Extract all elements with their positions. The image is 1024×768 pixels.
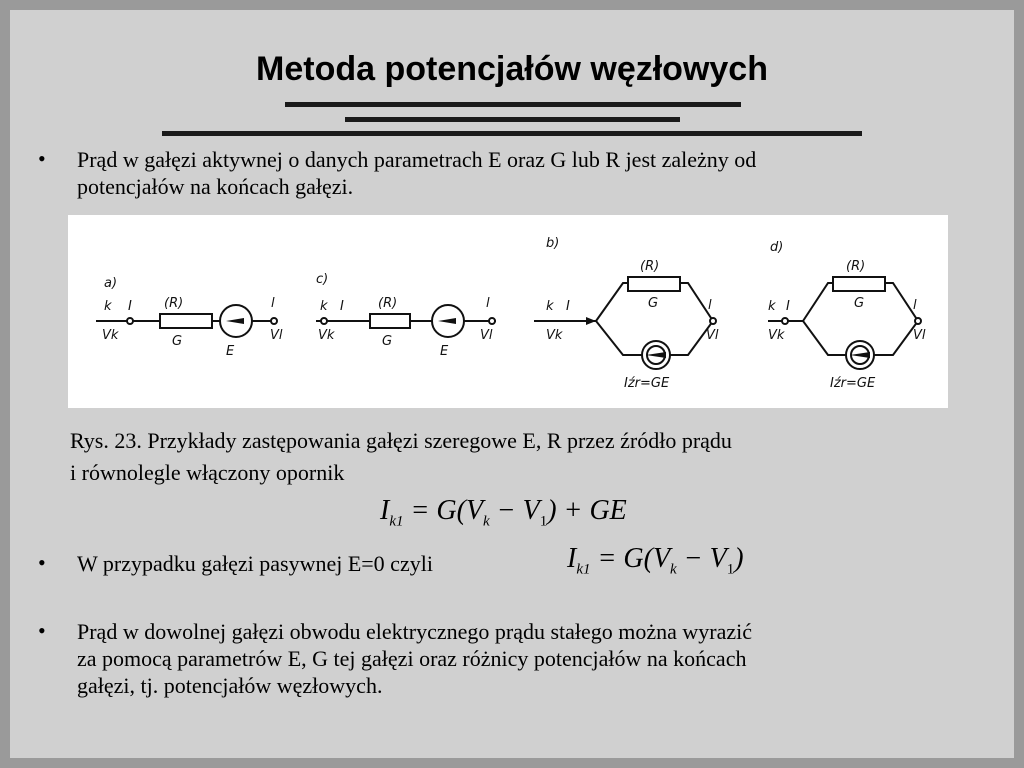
title-underline-2 (345, 117, 680, 122)
label-d-R: (R) (846, 259, 866, 274)
circuit-figure (68, 215, 948, 408)
label-c-Vk: Vk (318, 328, 335, 343)
bullet-3-line-3: gałęzi, tj. potencjałów węzłowych. (77, 673, 383, 698)
formula-2-vk: k (670, 561, 677, 578)
label-c-E: E (440, 344, 449, 359)
formula-1-v1: 1 (539, 513, 548, 530)
label-d-source: Iźr=GE (830, 376, 876, 391)
title-underline-1 (285, 102, 741, 107)
label-c-k: k (320, 299, 328, 314)
bullet-1-line-2: potencjałów na końcach gałęzi. (77, 174, 354, 199)
label-b-R: (R) (640, 259, 660, 274)
bullet-2: W przypadku gałęzi pasywnej E=0 czyli (77, 551, 433, 576)
bullet-marker: • (38, 550, 46, 575)
bullet-1 (77, 146, 977, 200)
label-a: a) (104, 276, 118, 291)
label-d-Vk: Vk (768, 328, 785, 343)
label-b-source: Iźr=GE (624, 376, 670, 391)
bullet-3-line-2: za pomocą parametrów E, G tej gałęzi oraz różnicy potencjałów na końcach (77, 646, 747, 671)
label-a-k: k (104, 299, 112, 314)
label-a-I: I (128, 299, 132, 314)
formula-1-eq: = G(V (403, 495, 484, 526)
slide-title: Metoda potencjałów węzłowych (256, 50, 768, 88)
label-b-k: k (546, 299, 554, 314)
formula-1-vk: k (483, 513, 490, 530)
label-c-Vl: Vl (480, 328, 493, 343)
bullet-3-line-1: Prąd w dowolnej gałęzi obwodu elektrycznego prądu stałego można wyrazić (77, 619, 753, 644)
label-d-I: I (786, 299, 790, 314)
formula-2-mid: − V (676, 543, 727, 574)
label-c-l: l (486, 296, 490, 311)
label-b-Vl: Vl (706, 328, 719, 343)
label-c-R: (R) (378, 296, 398, 311)
label-d-k: k (768, 299, 776, 314)
formula-1-I: I (380, 495, 390, 526)
label-d-G: G (854, 296, 865, 311)
label-a-G: G (172, 334, 183, 349)
bullet-3 (77, 618, 977, 699)
label-b-Vk: Vk (546, 328, 563, 343)
caption-line-1: Rys. 23. Przykłady zastępowania gałęzi szeregowe E, R przez źródło prądu (70, 428, 732, 453)
title-underline-3 (162, 131, 862, 136)
formula-1-end: ) + GE (547, 495, 627, 526)
caption-line-2: i równolegle włączony opornik (70, 460, 345, 485)
circuit-diagram (68, 215, 948, 408)
label-b-l: l (708, 298, 712, 313)
formula-1-mid: − V (489, 495, 540, 526)
label-a-Vk: Vk (102, 328, 119, 343)
formula-2-sub: k1 (576, 561, 591, 578)
label-a-Vl: Vl (270, 328, 283, 343)
bullet-1-line-1: Prąd w gałęzi aktywnej o danych parametrach E oraz G lub R jest zależny od (77, 147, 757, 172)
figure-caption (70, 425, 732, 489)
label-a-E: E (226, 344, 235, 359)
bullet-marker: • (38, 146, 46, 171)
label-c-G: G (382, 334, 393, 349)
formula-1-sub: k1 (389, 513, 404, 530)
label-b: b) (546, 236, 560, 251)
label-c: c) (316, 272, 329, 287)
bullet-marker: • (38, 618, 46, 643)
label-b-G: G (648, 296, 659, 311)
formula-passive-branch (567, 543, 744, 579)
formula-2-eq: = G(V (590, 543, 671, 574)
label-c-I: I (340, 299, 344, 314)
label-a-l: l (271, 296, 275, 311)
label-d-l: l (913, 298, 917, 313)
formula-2-v1: 1 (726, 561, 735, 578)
formula-2-end: ) (734, 543, 744, 574)
label-a-R: (R) (164, 296, 184, 311)
label-d: d) (770, 240, 784, 255)
formula-2-I: I (567, 543, 577, 574)
formula-active-branch (380, 495, 627, 531)
label-d-Vl: Vl (913, 328, 926, 343)
label-b-I: I (566, 299, 570, 314)
